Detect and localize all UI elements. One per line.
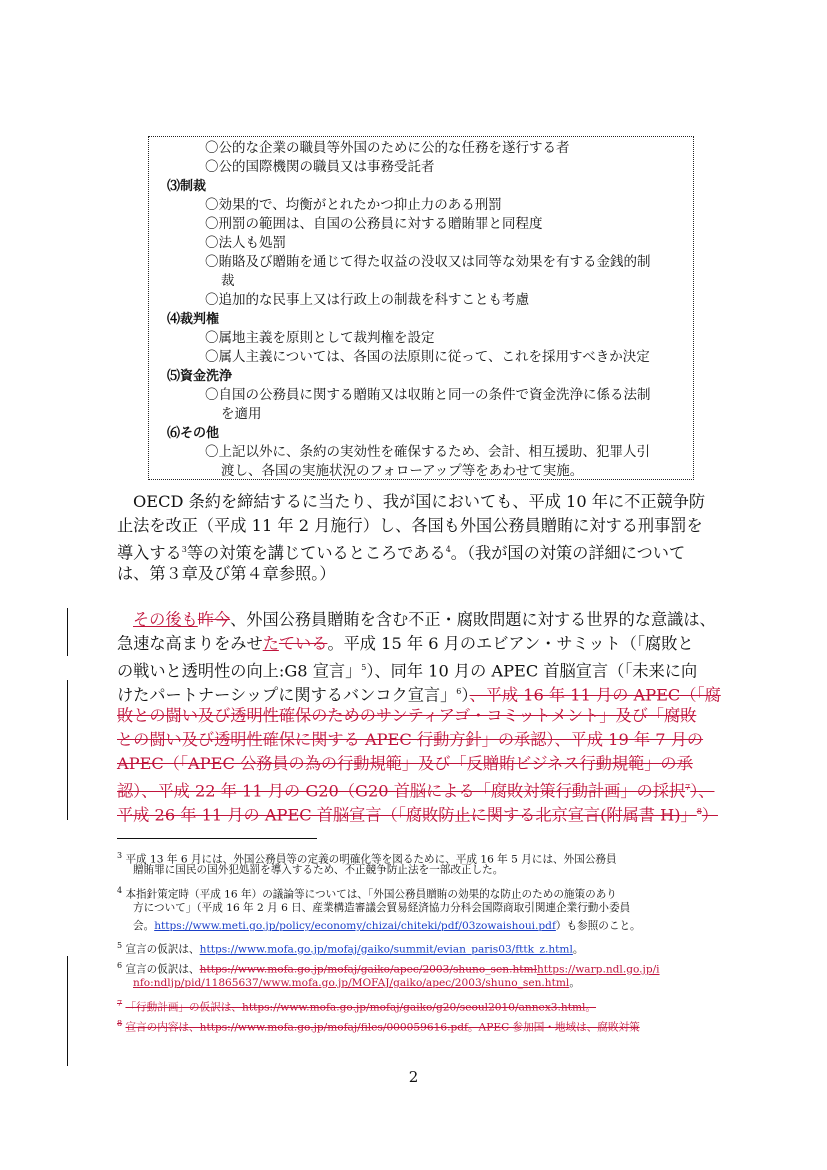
para2-line [133,608,716,632]
inserted-text: その後も [133,610,198,629]
text-run: 等の対策を講じているところである [186,543,446,563]
text-run: けたパートナーシップに関するバンコク宣言」 [117,685,457,705]
text-run: ） [461,685,470,705]
text-run: 。 [569,977,580,989]
box-line: 〇属地主義を原則として裁判権を設定 [205,330,435,346]
footnote-separator [117,838,317,839]
text-run: 平成 13 年 6 月には、外国公務員等の定義の明確化等を図るために、平成 16 年 5 月には、外国公務員 [125,853,617,866]
footnote-6-cont [133,976,580,991]
para1-line: は、第３章及び第４章参照。） [117,564,336,583]
footnote-number: 8 [117,1019,123,1028]
text-run: 導入する [117,543,182,563]
box-line: 〇効果的で、均衡がとれたかつ抑止力のある刑罰 [205,197,502,213]
box-heading: ⑹その他 [167,426,220,441]
para2-line [117,800,718,827]
change-bar [67,608,68,656]
footnote-4-cont: 方について」（平成 16 年 2 月 6 日、産業構造審議会貿易経済協力分科会国際商取引関連企業行動小委員 [133,902,631,914]
text-run: ）も参照のこと。 [555,920,641,932]
meti-link[interactable]: https://www.meti.go.jp/policy/economy/chizai/chiteki/pdf/03zowaishoui.pdf [154,920,556,932]
footnote-ref: 8 [696,807,702,816]
text-run: 本指針策定時（平成 16 年）の議論等については、「外国公務員贈賄の効果的な防止のための施策のあり [125,888,617,901]
footnote-number: 6 [117,961,123,970]
box-line: 〇上記以外に、条約の実効性を確保するため、会計、相互援助、犯罪人引 [205,444,650,460]
deleted-text: ） [701,805,718,825]
page-number: 2 [408,1068,419,1086]
box-line: 〇公的国際機関の職員又は事務受託者 [205,159,435,175]
text-run: 。（我が国の対策の詳細について [450,543,686,563]
warp-link[interactable]: nfo:ndljp/pid/11865637/www.mofa.go.jp/MOFAJ/gaiko/apec/2003/shuno_sen.html [133,977,570,989]
evian-link[interactable]: https://www.mofa.go.jp/mofaj/gaiko/summit/evian_paris03/fttk_z.html [199,943,573,956]
change-bar [67,680,68,820]
deleted-link[interactable]: https://www.mofa.go.jp/mofaj/gaiko/apec/2003/shuno_sen.html [199,963,537,976]
footnote-6 [117,958,660,978]
text-run: 、外国公務員贈賄を含む不正・腐敗問題に対する世界的な意識は、 [230,610,716,629]
box-line: を適用 [221,406,262,422]
text-run: 急速な高まりをみせ [117,634,263,653]
para2-line [117,632,694,656]
summary-box [148,136,694,480]
footnote-ref: 7 [685,783,691,792]
footnote-8 [117,1016,640,1036]
box-line: 〇追加的な民事上又は行政上の制裁を科すことも考慮 [205,292,529,308]
box-line: 渡し、各国の実施状況のフォローアップ等をあわせて実施。 [221,463,584,479]
para2-deleted-line: との闘い及び透明性確保に関する APEC 行動方針」の承認）、平成 19 年 7 月の [117,730,704,749]
footnote-ref: 6 [456,687,462,696]
box-line: 裁 [221,273,235,289]
text-run: ）、同年 10 月の APEC 首脳宣言（「未来に向 [366,661,698,681]
deleted-text: 、平成 16 年 11 月の APEC（「腐 [469,685,721,705]
footnote-5 [117,938,583,958]
box-heading: ⑷裁判権 [167,312,220,327]
deleted-text: 昨今 [197,610,231,629]
footnote-ref: 4 [445,545,451,554]
text-run: 。平成 15 年 6 月のエビアン・サミット（「腐敗と [327,634,694,653]
footnote-number: 3 [117,851,123,860]
box-line: 〇公的な企業の職員等外国のために公的な任務を遂行する者 [205,140,570,156]
text-run: の戦いと透明性の向上:G8 宣言」 [117,661,362,681]
box-line: 〇刑罰の範囲は、自国の公務員に対する贈賄罪と同程度 [205,216,543,232]
box-line: 〇属人主義については、各国の法原則に従って、これを採用すべきか決定 [205,349,650,365]
text-run: 宣言の仮訳は、 [125,943,200,956]
footnote-number: 7 [117,999,123,1008]
box-heading: ⑶制裁 [167,179,207,194]
footnote-4-cont [133,919,641,934]
box-line: 〇賄賂及び贈賄を通じて得た収益の没収又は同等な効果を有する金銭的制 [205,254,651,270]
text-run: 会。 [133,920,155,932]
deleted-text: 認）、平成 22 年 11 月の G20（G20 首脳による「腐敗対策行動計画」の採択 [117,781,686,801]
text-run: 。 [572,943,584,956]
deleted-text: 宣言の内容は、https://www.mofa.go.jp/mofaj/files/000059616.pdf。APEC 参加国・地域は、腐敗対策 [125,1021,640,1034]
box-line: 〇自国の公務員に関する贈賄又は収賄と同一の条件で資金洗浄に係る法制 [205,387,651,403]
footnote-7 [117,996,596,1016]
footnote-ref: 3 [181,545,187,554]
footnote-4 [117,883,617,903]
inserted-text: た [262,634,279,653]
deleted-text: ている [278,634,328,653]
warp-link[interactable]: https://warp.ndl.go.jp/i [536,963,660,976]
footnote-3-cont: 贈賄罪に国民の国外犯処罰を導入するため、不正競争防止法を一部改正した。 [133,864,504,876]
deleted-text: 「行動計画」の仮訳は、https://www.mofa.go.jp/mofaj/gaiko/g20/seoul2010/annex3.html。 [125,1001,597,1014]
footnote-number: 5 [117,941,123,950]
deleted-text: ）、 [690,781,715,801]
footnote-number: 4 [117,886,123,895]
footnote-ref: 5 [361,663,367,672]
box-heading: ⑸資金洗浄 [167,369,233,384]
para2-deleted-line: APEC（「APEC 公務員の為の行動規範」及び「反贈賄ビジネス行動規範」の承 [117,754,693,773]
para2-deleted-line: 敗との闘い及び透明性確保のためのサンティアゴ・コミットメント」及び「腐敗 [117,706,697,725]
text-run: 宣言の仮訳は、 [125,963,200,976]
change-bar [67,956,68,1066]
para1-line: OECD 条約を締結するに当たり、我が国においても、平成 10 年に不正競争防 [133,492,706,511]
box-line: 〇法人も処罰 [205,235,286,251]
deleted-text: 平成 26 年 11 月の APEC 首脳宣言（「腐敗防止に関する北京宣言(附属書 H)」 [117,805,697,825]
para1-line: 止法を改正（平成 11 年 2 月施行）し、各国も外国公務員贈賄に対する刑事罰を [117,516,703,535]
